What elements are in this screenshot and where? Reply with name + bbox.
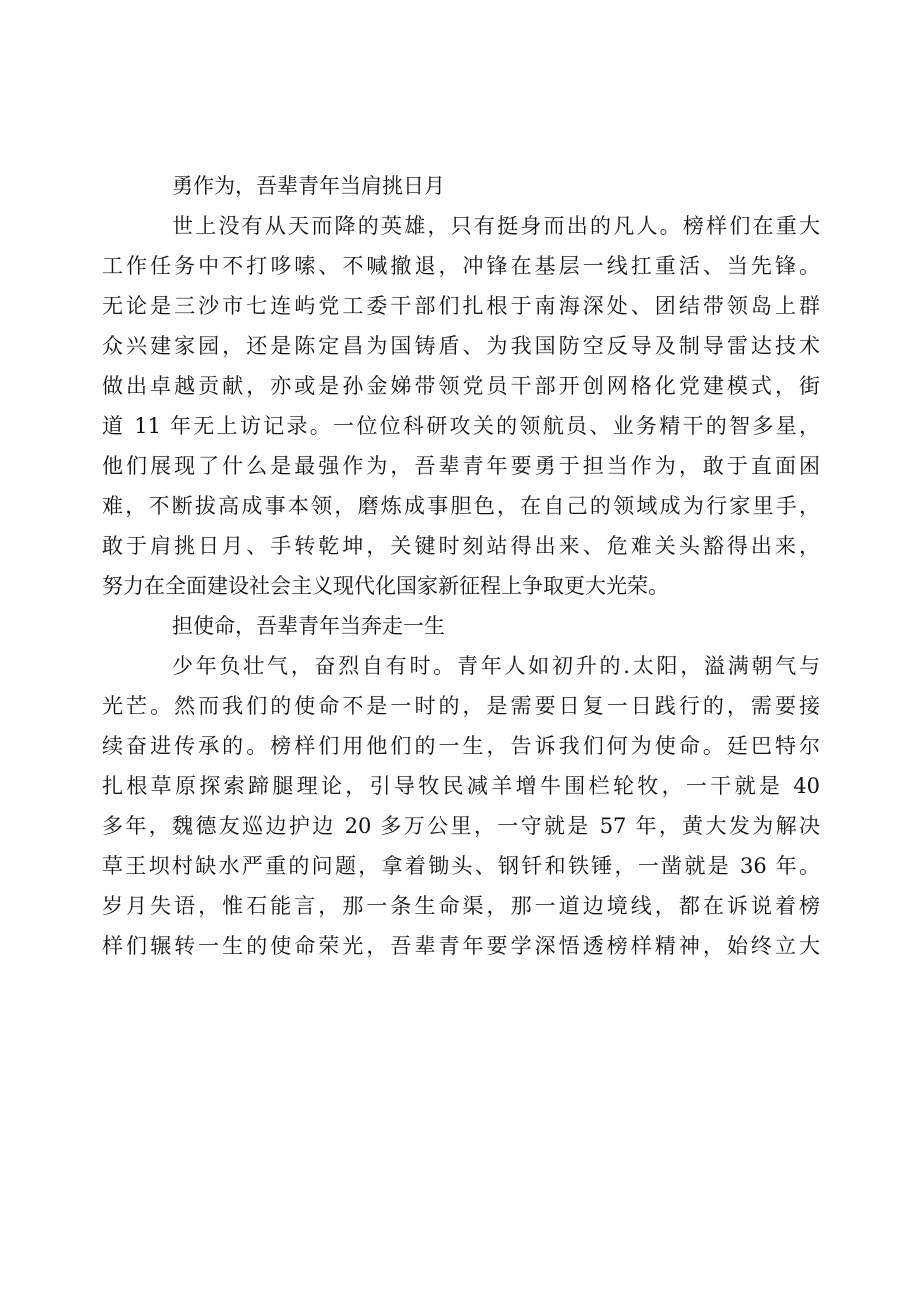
- paragraph-line: 做出卓越贡献，亦或是孙金娣带领党员干部开创网格化党建模式，街: [102, 374, 820, 398]
- paragraph-mission: [102, 646, 820, 966]
- paragraph-line: 道 11 年无上访记录。一位位科研攻关的领航员、业务精干的智多星，: [102, 414, 820, 438]
- paragraph-line: 世上没有从天而降的英雄，只有挺身而出的凡人。榜样们在重大: [172, 214, 820, 238]
- paragraph-line: 扎根草原探索蹄腿理论，引导牧民减羊增牛围栏轮牧，一干就是 40: [102, 774, 820, 798]
- section-heading-courage: 勇作为，吾辈青年当肩挑日月: [172, 174, 445, 198]
- paragraph-line: 无论是三沙市七连屿党工委干部们扎根于南海深处、团结带领岛上群: [102, 294, 820, 318]
- paragraph-line: 续奋进传承的。榜样们用他们的一生，告诉我们何为使命。廷巴特尔: [102, 734, 820, 758]
- paragraph-line: 光芒。然而我们的使命不是一时的，是需要日复一日践行的，需要接: [102, 694, 820, 718]
- document-body: [102, 166, 820, 966]
- paragraph-line: 难，不断拔高成事本领，磨炼成事胆色，在自己的领域成为行家里手，: [102, 494, 820, 518]
- paragraph-line: 草王坝村缺水严重的问题，拿着锄头、钢钎和铁锤，一凿就是 36 年。: [102, 854, 820, 878]
- paragraph-courage: [102, 206, 820, 606]
- section-heading-mission: 担使命，吾辈青年当奔走一生: [172, 614, 445, 638]
- paragraph-line: 工作任务中不打哆嗦、不喊撤退，冲锋在基层一线扛重活、当先锋。: [102, 254, 820, 278]
- paragraph-line: 岁月失语，惟石能言，那一条生命渠，那一道边境线，都在诉说着榜: [102, 894, 820, 918]
- paragraph-line: 他们展现了什么是最强作为，吾辈青年要勇于担当作为，敢于直面困: [102, 454, 820, 478]
- paragraph-line: 众兴建家园，还是陈定昌为国铸盾、为我国防空反导及制导雷达技术: [102, 334, 820, 358]
- paragraph-line: 努力在全面建设社会主义现代化国家新征程上争取更大光荣。: [102, 574, 669, 598]
- paragraph-line: 敢于肩挑日月、手转乾坤，关键时刻站得出来、危难关头豁得出来，: [102, 534, 820, 558]
- paragraph-line: 少年负壮气，奋烈自有时。青年人如初升的.太阳，溢满朝气与: [172, 654, 820, 678]
- paragraph-line: 多年，魏德友巡边护边 20 多万公里，一守就是 57 年，黄大发为解决: [102, 814, 820, 838]
- paragraph-line: 样们辗转一生的使命荣光，吾辈青年要学深悟透榜样精神，始终立大: [102, 934, 820, 958]
